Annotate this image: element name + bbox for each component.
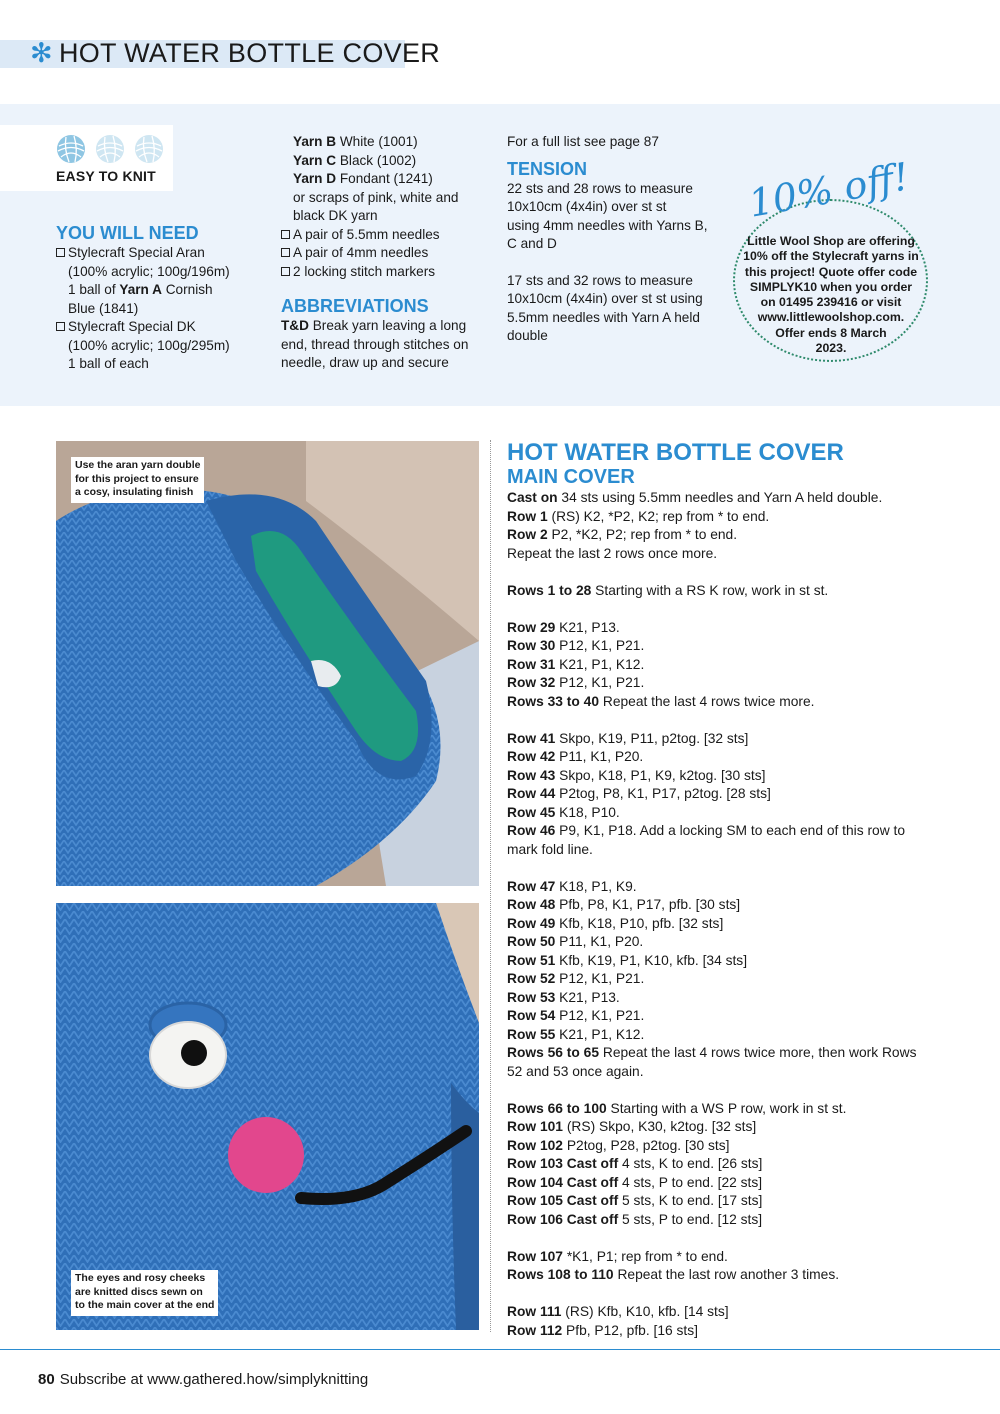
pattern-row (507, 748, 937, 767)
row-instruction: K18, P1, K9. (555, 878, 637, 894)
row-instruction: 4 sts, K to end. [26 sts] (618, 1156, 763, 1171)
pattern-row (507, 970, 937, 989)
paragraph-gap (507, 859, 937, 878)
subscribe-link[interactable]: Subscribe at www.gathered.how/simplyknitting (59, 1371, 369, 1388)
tension-line: using 4mm needles with Yarns B, (507, 217, 708, 233)
row-instruction: 5 sts, P to end. [12 sts] (618, 1211, 763, 1227)
list-item: Stylecraft Special DK (56, 318, 271, 337)
row-label: Row 106 Cast off (507, 1211, 619, 1227)
pattern-row (507, 785, 937, 804)
row-instruction: Pfb, P12, pfb. [16 sts] (562, 1322, 698, 1338)
row-instruction: (RS) Skpo, K30, k2tog. [32 sts] (562, 1119, 757, 1134)
pattern-row (507, 1322, 937, 1341)
offer-headline: 10% off! (745, 154, 913, 226)
paragraph-gap (507, 563, 937, 582)
row-label: Rows 1 to 28 (507, 582, 592, 598)
page-title-text: HOT WATER BOTTLE COVER (58, 38, 441, 68)
paragraph-gap (507, 711, 937, 730)
row-label: Row 51 (507, 952, 556, 968)
row-instruction: P12, K1, P21. (555, 971, 645, 986)
yarn-note: black DK yarn (293, 208, 378, 223)
pattern-row (507, 545, 937, 564)
row-instruction: Kfb, K18, P10, pfb. [32 sts] (555, 915, 724, 931)
row-instruction: 5 sts, K to end. [17 sts] (618, 1193, 763, 1208)
row-label: Row 31 (507, 656, 556, 672)
row-label: Row 32 (507, 675, 556, 690)
row-instruction: K21, P1, K12. (555, 656, 645, 672)
you-will-need-heading: YOU WILL NEED (56, 223, 199, 243)
row-instruction: Skpo, K18, P1, K9, k2tog. [30 sts] (555, 767, 766, 783)
row-instruction: Kfb, K19, P1, K10, kfb. [34 sts] (555, 952, 748, 968)
row-label: Row 52 (507, 971, 556, 986)
list-item-detail: 1 ball of each (68, 356, 149, 371)
pattern-row (507, 767, 937, 786)
pattern-row (507, 1044, 937, 1063)
row-instruction: 4 sts, P to end. [22 sts] (618, 1174, 763, 1190)
pattern-row (507, 693, 937, 712)
row-label: Row 45 (507, 804, 556, 820)
pattern-row (507, 1211, 937, 1230)
row-label: Row 107 (507, 1248, 563, 1264)
pattern-row (507, 637, 937, 656)
you-will-need-section (56, 222, 271, 374)
pattern-row (507, 1174, 937, 1193)
yarn-ball-icon (95, 134, 125, 164)
row-label: Rows 56 to 65 (507, 1045, 600, 1060)
list-item: A pair of 5.5mm needles (281, 226, 481, 245)
row-instruction: K18, P10. (555, 804, 620, 820)
row-instruction: P2tog, P8, K1, P17, p2tog. [28 sts] (555, 786, 771, 801)
checkbox-icon (56, 322, 65, 331)
abbreviation-line: end, thread through stitches on (281, 336, 469, 352)
row-instruction: P2tog, P28, p2tog. [30 sts] (562, 1137, 730, 1153)
yarn-line: Yarn B White (1001) (293, 134, 418, 149)
abbreviation-line: needle, draw up and secure (281, 355, 449, 370)
row-label: Row 53 (507, 989, 556, 1005)
abbreviations-heading: ABBREVIATIONS (281, 296, 429, 316)
row-instruction: Starting with a WS P row, work in st st. (606, 1100, 847, 1116)
tension-line: double (507, 328, 548, 343)
row-instruction: P11, K1, P20. (555, 934, 644, 949)
pattern-instructions (507, 440, 937, 1340)
row-instruction: K21, P1, K12. (555, 1026, 645, 1042)
row-instruction: Skpo, K19, P11, p2tog. [32 sts] (555, 730, 749, 746)
tension-line: 22 sts and 28 rows to measure (507, 180, 693, 196)
row-label: Cast on (507, 490, 558, 505)
pattern-row (507, 804, 937, 823)
footer-rule (0, 1349, 1000, 1350)
pattern-body (507, 489, 937, 1340)
tension-line: C and D (507, 236, 557, 251)
row-label: Rows 66 to 100 (507, 1100, 607, 1116)
row-label: Row 104 Cast off (507, 1174, 619, 1190)
pattern-row (507, 915, 937, 934)
yarn-note: or scraps of pink, white and (293, 189, 459, 205)
row-instruction: P12, K1, P21. (555, 638, 645, 653)
tension-line: 17 sts and 32 rows to measure (507, 272, 693, 288)
pattern-row (507, 878, 937, 897)
row-label: Rows 33 to 40 (507, 693, 600, 709)
row-label: Row 41 (507, 730, 556, 746)
abbreviation-line: T&D Break yarn leaving a long (281, 318, 467, 333)
row-label: Row 50 (507, 934, 556, 949)
list-item-detail: Blue (1841) (68, 300, 139, 316)
row-label: Row 103 Cast off (507, 1156, 619, 1171)
paragraph-gap (507, 1229, 937, 1248)
row-label: Row 44 (507, 786, 556, 801)
tension-line: 10x10cm (4x4in) over st st using (507, 291, 703, 306)
pattern-row (507, 1137, 937, 1156)
page-number: 80 (38, 1371, 55, 1388)
row-label: Row 2 (507, 527, 548, 542)
pattern-row (507, 989, 937, 1008)
row-label: Row 29 (507, 619, 556, 635)
row-instruction: Repeat the last 2 rows once more. (507, 545, 718, 561)
materials-section (281, 133, 481, 373)
list-item: A pair of 4mm needles (281, 244, 481, 263)
pattern-row (507, 896, 937, 915)
pattern-row (507, 526, 937, 545)
pattern-row (507, 1303, 937, 1322)
row-instruction: Starting with a RS K row, work in st st. (591, 582, 829, 598)
row-label: Row 111 (507, 1304, 562, 1319)
row-instruction: Repeat the last row another 3 times. (613, 1267, 840, 1282)
row-instruction: K21, P13. (555, 619, 620, 635)
full-list-note: For a full list see page 87 (507, 134, 659, 149)
row-instruction: P9, K1, P18. Add a locking SM to each end of this row to (555, 823, 906, 838)
pattern-row (507, 1266, 937, 1285)
pattern-row (507, 674, 937, 693)
pattern-row (507, 952, 937, 971)
row-instruction: K21, P13. (555, 989, 620, 1005)
row-label: Row 101 (507, 1119, 563, 1134)
row-instruction: (RS) K2, *P2, K2; rep from * to end. (547, 508, 770, 524)
tension-line: 10x10cm (4x4in) over st st (507, 199, 667, 214)
row-label: Row 48 (507, 897, 556, 912)
page-title (30, 36, 440, 70)
pattern-row (507, 933, 937, 952)
list-item: Stylecraft Special Aran (56, 244, 271, 263)
row-label: Row 1 (507, 508, 548, 524)
pattern-row (507, 1155, 937, 1174)
pattern-row (507, 1063, 937, 1082)
list-item-detail: (100% acrylic; 100g/295m) (68, 337, 230, 353)
row-label: Row 30 (507, 638, 556, 653)
checkbox-icon (281, 248, 290, 257)
tension-section (507, 133, 717, 346)
paragraph-gap (507, 600, 937, 619)
row-label: Row 47 (507, 878, 556, 894)
pattern-row (507, 489, 937, 508)
row-label: Row 54 (507, 1008, 556, 1023)
asterisk-icon: ✻ (30, 38, 53, 68)
tension-line: 5.5mm needles with Yarn A held (507, 309, 700, 325)
photo-caption: Use the aran yarn double for this project to ensure a cosy, insulating finish (71, 457, 204, 503)
list-item-detail: 1 ball of Yarn A Cornish (68, 282, 213, 297)
pattern-subtitle: MAIN COVER (507, 466, 635, 488)
row-label: Row 55 (507, 1026, 556, 1042)
checkbox-icon (281, 230, 290, 239)
row-label: Row 46 (507, 823, 556, 838)
row-instruction: 34 sts using 5.5mm needles and Yarn A held double. (557, 490, 883, 505)
column-divider (490, 440, 491, 1332)
pattern-row (507, 1248, 937, 1267)
pattern-row (507, 1100, 937, 1119)
checkbox-icon (56, 248, 65, 257)
row-label: Row 112 (507, 1322, 563, 1338)
pattern-row (507, 730, 937, 749)
row-instruction: Repeat the last 4 rows twice more, then work Rows (599, 1045, 917, 1060)
row-label: Row 42 (507, 749, 556, 764)
skill-label: EASY TO KNIT (56, 168, 156, 184)
row-label: Row 102 (507, 1137, 563, 1153)
pattern-row (507, 1192, 937, 1211)
row-instruction: P2, *K2, P2; rep from * to end. (547, 527, 738, 542)
row-instruction: (RS) Kfb, K10, kfb. [14 sts] (561, 1304, 729, 1319)
pattern-title: HOT WATER BOTTLE COVER (507, 439, 844, 466)
tension-heading: TENSION (507, 158, 588, 179)
yarn-ball-icon (134, 134, 164, 164)
row-label: Rows 108 to 110 (507, 1267, 614, 1282)
offer-text: Little Wool Shop are offering 10% off the Stylecraft yarns in this project! Quote offer code SIMPLYK10 when you order on 01495 239416 or visit www.littlewoolshop.com. Offer ends 8 March 2023. (743, 234, 919, 356)
row-instruction: mark fold line. (507, 841, 593, 857)
pattern-row (507, 508, 937, 527)
row-instruction: 52 and 53 once again. (507, 1063, 644, 1079)
checkbox-icon (281, 267, 290, 276)
pattern-row (507, 1026, 937, 1045)
pattern-row (507, 841, 937, 860)
row-label: Row 105 Cast off (507, 1193, 619, 1208)
footer (38, 1371, 368, 1388)
pattern-row (507, 1007, 937, 1026)
photo-caption: The eyes and rosy cheeks are knitted discs sewn on to the main cover at the end (71, 1270, 218, 1316)
yarn-ball-icon (56, 134, 86, 164)
yarn-line: Yarn C Black (1002) (293, 152, 417, 168)
row-instruction: P12, K1, P21. (555, 675, 645, 690)
photo-bottle-face (56, 903, 479, 1330)
pattern-row (507, 656, 937, 675)
yarn-line: Yarn D Fondant (1241) (293, 171, 433, 186)
paragraph-gap (507, 1081, 937, 1100)
pattern-row (507, 619, 937, 638)
photo-bottle-top (56, 441, 479, 886)
pattern-row (507, 822, 937, 841)
row-instruction: *K1, P1; rep from * to end. (562, 1248, 728, 1264)
pattern-row (507, 1118, 937, 1137)
pattern-row (507, 582, 937, 601)
row-instruction: P11, K1, P20. (555, 749, 644, 764)
row-instruction: P12, K1, P21. (555, 1008, 645, 1023)
paragraph-gap (507, 1285, 937, 1304)
row-label: Row 49 (507, 915, 556, 931)
row-label: Row 43 (507, 767, 556, 783)
row-instruction: Repeat the last 4 rows twice more. (599, 693, 815, 709)
list-item-detail: (100% acrylic; 100g/196m) (68, 263, 230, 279)
list-item: 2 locking stitch markers (281, 263, 481, 282)
row-instruction: Pfb, P8, K1, P17, pfb. [30 sts] (555, 897, 741, 912)
